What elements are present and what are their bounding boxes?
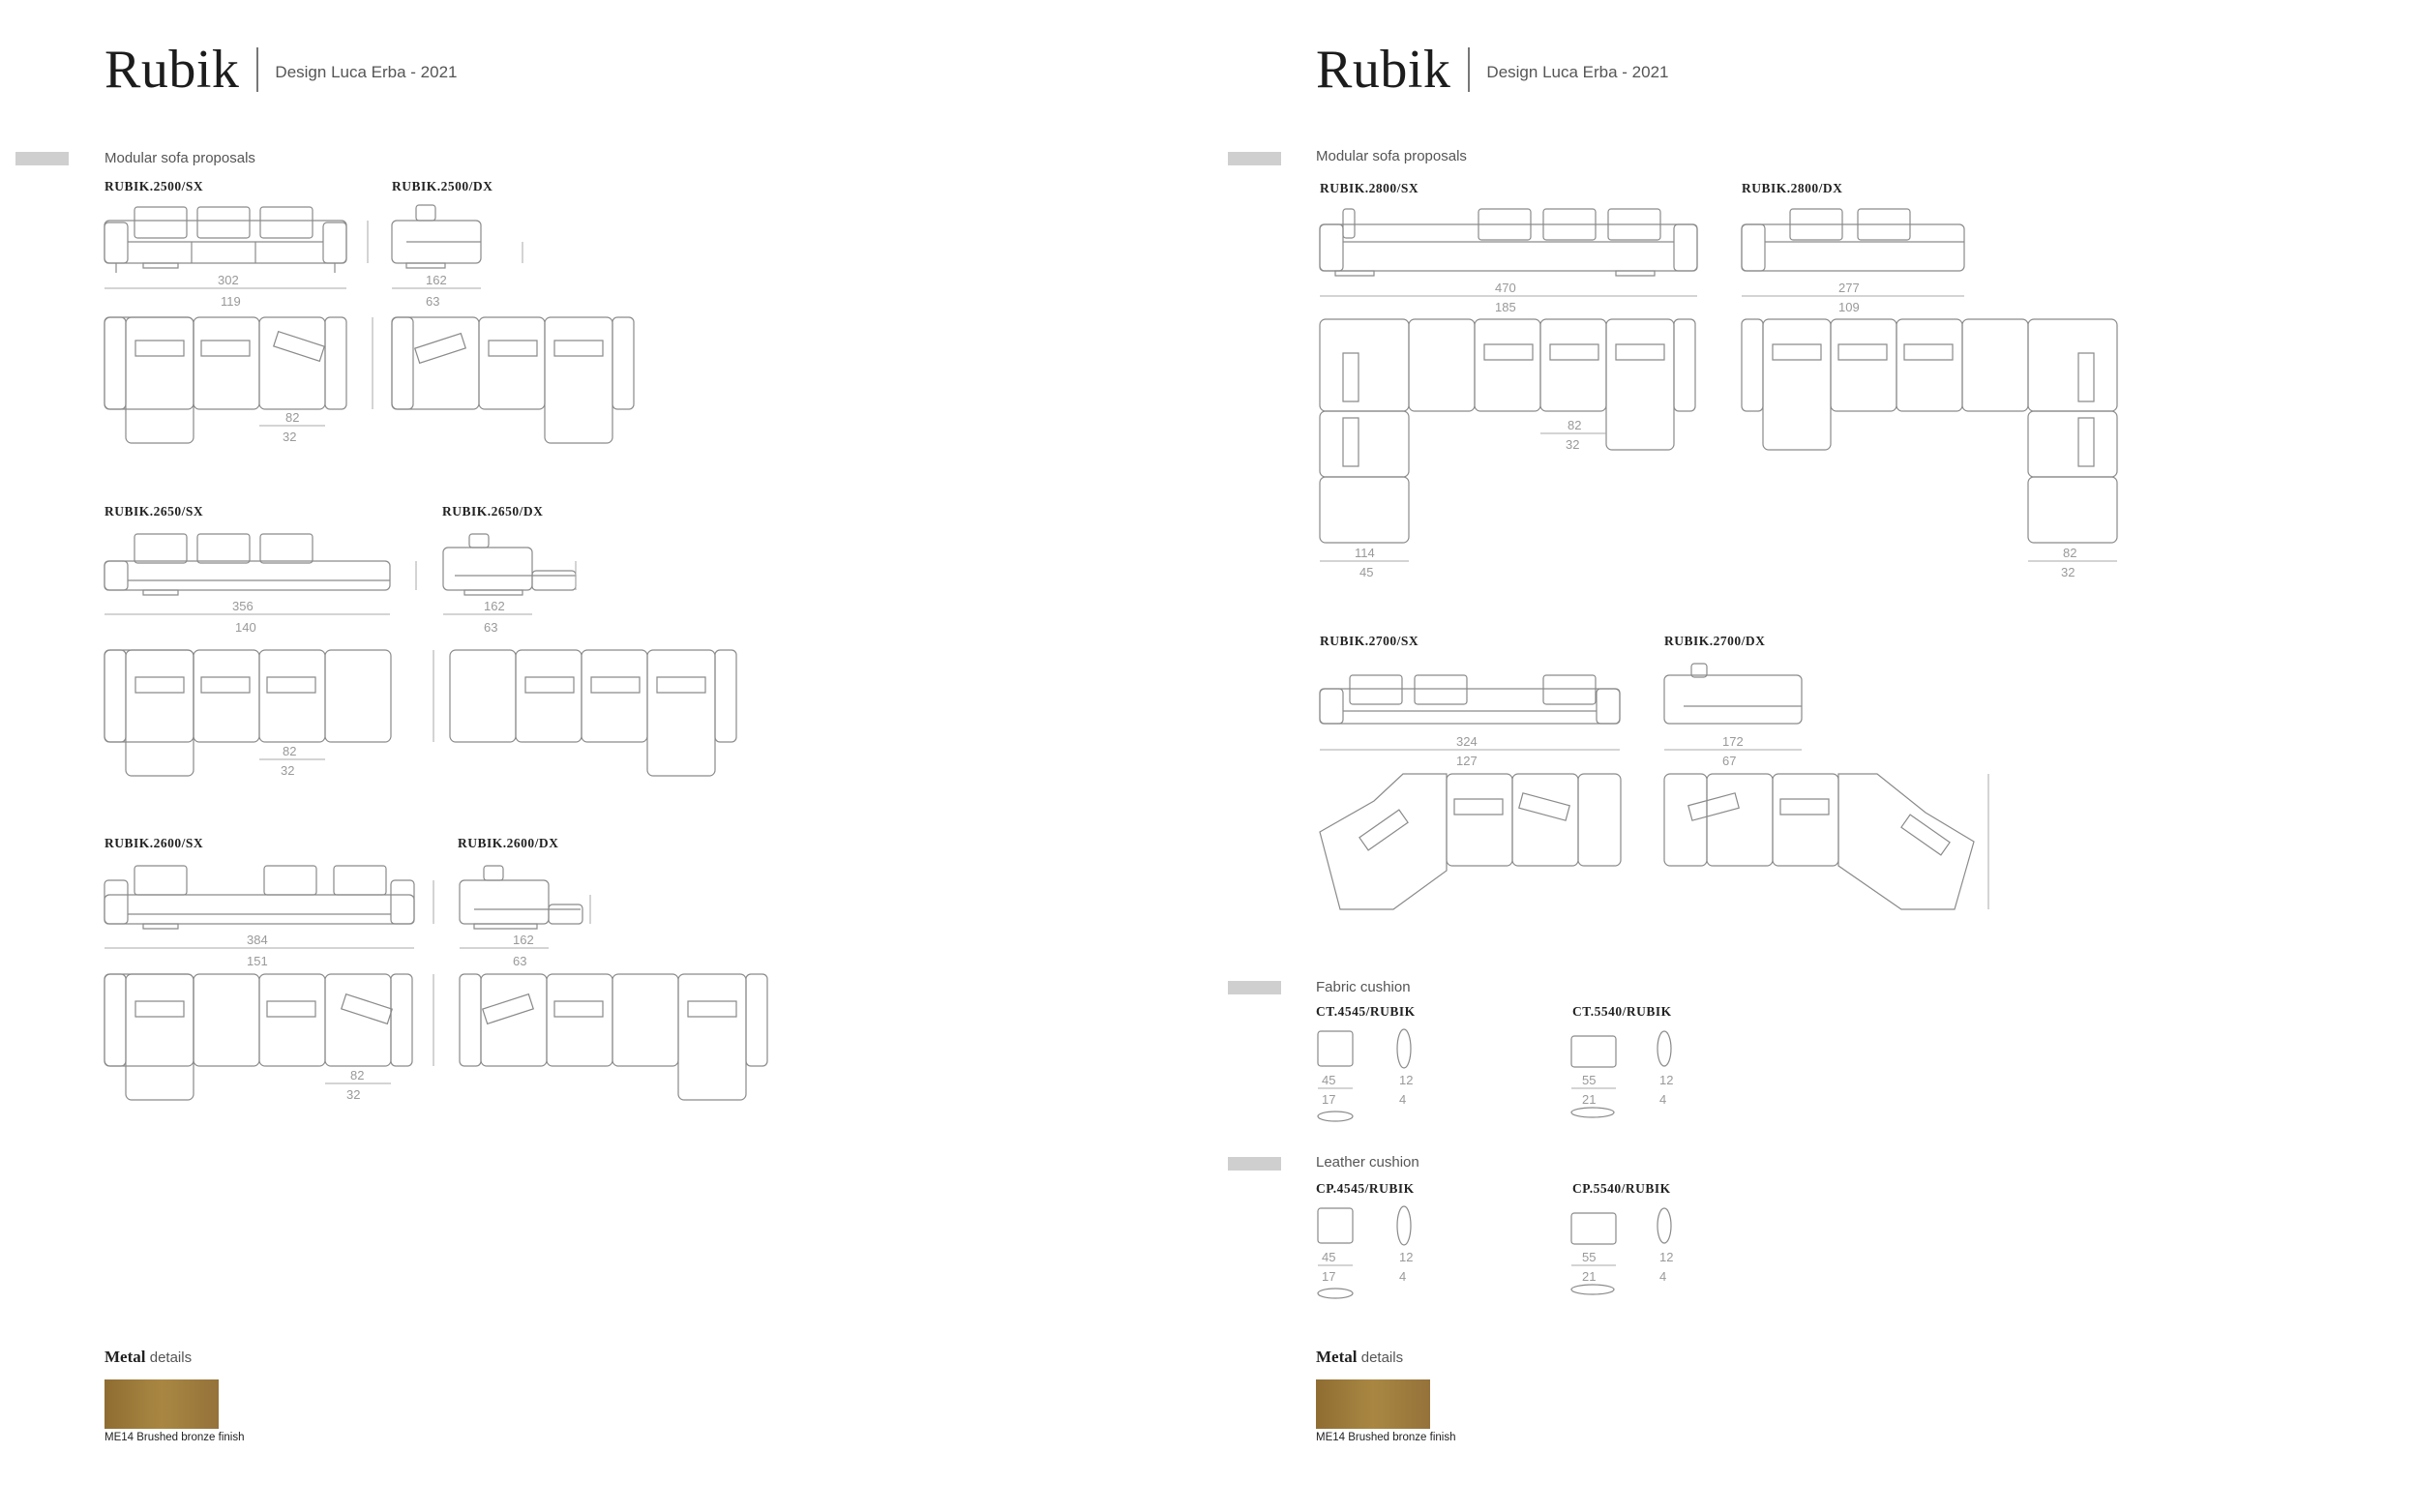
dimension-module-inches: 32 [1566,437,1580,452]
product-code: RUBIK.2700/SX [1320,634,1419,648]
metal-title-bold: Metal [1316,1348,1358,1366]
dimension-length-inches: 119 [221,294,241,309]
dimension-cushion: 45 [1322,1073,1336,1087]
product-code: RUBIK.2650/SX [105,504,204,519]
dimension-cushion-inches: 17 [1322,1269,1336,1284]
dimension-cushion-inches: 17 [1322,1092,1336,1107]
dimension-depth-inches: 45 [1359,565,1374,579]
dimension-length-inches: 151 [247,954,268,968]
dimension-module: 82 [350,1068,365,1082]
dimension-cushion: 45 [1322,1250,1336,1264]
dimension-module: 82 [1568,418,1582,432]
fabric-cushion-title: Fabric cushion [1316,979,1411,995]
cushion-code: CT.5540/RUBIK [1572,1004,1672,1019]
cushion-code: CT.4545/RUBIK [1316,1004,1416,1019]
dimension-length: 162 [484,599,505,613]
dimension-length: 172 [1722,734,1744,749]
cushion-code: CP.5540/RUBIK [1572,1181,1671,1196]
dimension-length: 356 [232,599,254,613]
section-title: Modular sofa proposals [1316,148,1467,164]
section-marker [1228,981,1281,994]
dimension-cushion: 12 [1399,1073,1414,1087]
sofa-plan-view [105,317,346,443]
dimension-length: 162 [513,933,534,947]
dimension-cushion-inches: 21 [1582,1092,1597,1107]
section-title: Modular sofa proposals [105,150,255,166]
product-code: RUBIK.2800/SX [1320,181,1419,195]
dimension-length: 470 [1495,281,1516,295]
bronze-swatch [105,1379,219,1429]
dimension-length-inches: 67 [1722,754,1737,768]
dimension-cushion: 12 [1399,1250,1414,1264]
dimension-cushion: 12 [1659,1250,1674,1264]
metal-title-rest: details [149,1349,193,1366]
metal-details-title [1316,1348,1403,1367]
section-marker [1228,1157,1281,1171]
dimension-module-inches: 32 [346,1087,361,1102]
dimension-module-inches: 32 [283,430,297,444]
brand-name: Rubik [105,40,240,100]
dimension-cushion-inches: 21 [1582,1269,1597,1284]
dimension-length-inches: 63 [484,620,498,635]
dimension-cushion: 55 [1582,1073,1597,1087]
dimension-cushion-inches: 4 [1399,1269,1407,1284]
dimension-length: 324 [1456,734,1478,749]
dimension-module-inches: 32 [281,763,295,778]
product-code: RUBIK.2600/SX [105,836,204,850]
dimension-cushion: 55 [1582,1250,1597,1264]
dimension-length-inches: 127 [1456,754,1478,768]
brand-name: Rubik [1316,40,1451,100]
leather-cushion-title: Leather cushion [1316,1154,1419,1171]
dimension-length-inches: 140 [235,620,256,635]
metal-details-title [105,1348,192,1367]
dimension-module: 82 [285,410,300,425]
dimension-cushion-inches: 4 [1659,1092,1667,1107]
metal-title-rest: details [1360,1349,1404,1366]
dimension-length-inches: 63 [426,294,440,309]
dimension-length: 277 [1838,281,1860,295]
dimension-cushion-inches: 4 [1659,1269,1667,1284]
dimension-module: 82 [283,744,297,758]
product-code: RUBIK.2650/DX [442,504,544,519]
dimension-length-inches: 185 [1495,300,1516,314]
product-code: RUBIK.2600/DX [458,836,559,850]
dimension-length: 162 [426,273,447,287]
product-code: RUBIK.2800/DX [1742,181,1843,195]
metal-title-bold: Metal [105,1348,146,1366]
designer-credit: Design Luca Erba - 2021 [275,63,458,81]
dimension-module: 82 [2063,546,2077,560]
product-code: RUBIK.2700/DX [1664,634,1766,648]
dimension-length-inches: 109 [1838,300,1860,314]
dimension-module-inches: 32 [2061,565,2076,579]
dimension-depth: 114 [1355,546,1375,560]
finish-caption: ME14 Brushed bronze finish [105,1432,245,1443]
sofa-technical-drawings [1210,0,2419,1512]
designer-credit: Design Luca Erba - 2021 [1486,63,1669,81]
product-code: RUBIK.2500/DX [392,179,493,193]
dimension-length: 302 [218,273,239,287]
finish-caption: ME14 Brushed bronze finish [1316,1432,1456,1443]
dimension-cushion-inches: 4 [1399,1092,1407,1107]
cushion-code: CP.4545/RUBIK [1316,1181,1415,1196]
sofa-front-view [105,207,346,273]
product-code: RUBIK.2500/SX [105,179,204,193]
dimension-cushion: 12 [1659,1073,1674,1087]
dimension-length-inches: 63 [513,954,527,968]
bronze-swatch [1316,1379,1430,1429]
right-page [1210,0,2419,1512]
dimension-length: 384 [247,933,268,947]
